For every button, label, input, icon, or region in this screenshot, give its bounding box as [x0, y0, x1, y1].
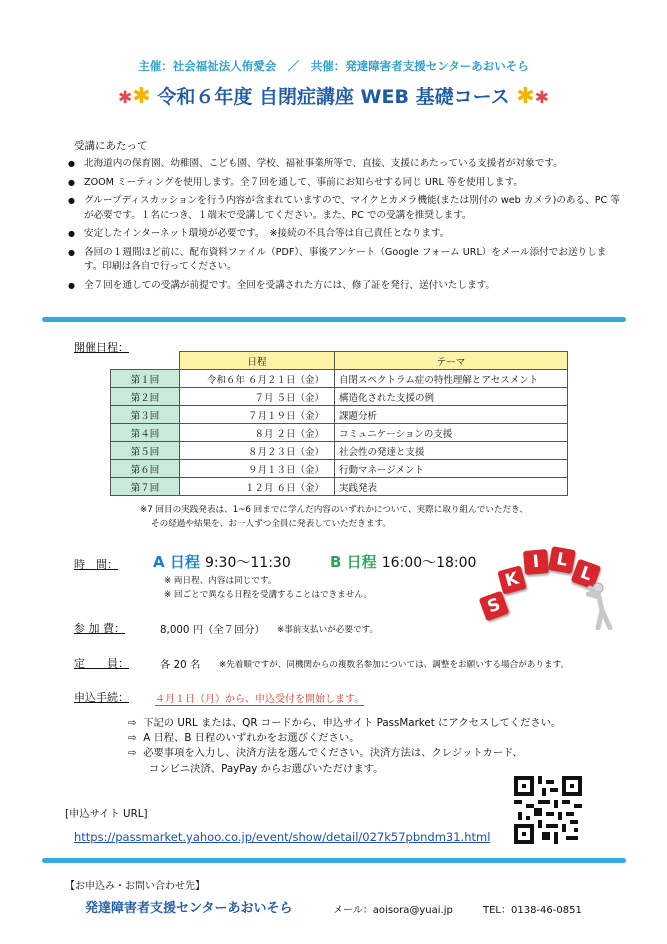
table-header-row	[111, 352, 568, 370]
session-theme: コミュニケーションの支援	[335, 424, 568, 442]
session-date: 令和６年 ６月２１日（金）	[180, 370, 335, 388]
time-note: ※ 回ごとで異なる日程を受講することはできません。	[164, 590, 373, 600]
capacity-label: 定 員：	[74, 657, 129, 670]
session-number: 第２回	[111, 388, 180, 406]
session-theme: 行動マネージメント	[335, 460, 568, 478]
table-row	[111, 406, 568, 424]
apply-start: ４月１日（月）から、申込受付を開始します。	[155, 690, 364, 706]
session-number: 第４回	[111, 424, 180, 442]
fee-label: 参 加 費：	[74, 622, 125, 635]
session-number: 第３回	[111, 406, 180, 424]
site-label: [申込サイト URL]	[65, 808, 148, 820]
contact-email[interactable]: メール：aoisora@yuai.jp	[333, 905, 453, 916]
list-item: ● ZOOM ミーティングを使用します。全７回を通して、事前にお知らせする同じ URL 等を使用します。	[64, 176, 624, 191]
schedule-note: その経過や結果を、お一人ずつ全員に発表していただきます。	[151, 519, 391, 529]
schedule-a-time: 9:30～11:30	[204, 555, 291, 571]
letter-card: L	[548, 546, 576, 574]
apply-label: 申込手続：	[74, 691, 129, 704]
session-number: 第１回	[111, 370, 180, 388]
session-number: 第６回	[111, 460, 180, 478]
table-row	[111, 460, 568, 478]
fee-note: ※事前支払いが必要です。	[277, 625, 379, 635]
session-theme: 課題分析	[335, 406, 568, 424]
table-row	[111, 442, 568, 460]
divider	[42, 317, 626, 322]
schedule-note: ※7 回目の実践発表は、1~6 回までに学んだ内容のいずれかについて、実際に取り組んでいただき、	[140, 505, 528, 515]
time-a	[153, 551, 291, 572]
session-theme: 実践発表	[335, 478, 568, 496]
session-theme: 構造化された支援の例	[335, 388, 568, 406]
qr-code-icon[interactable]	[514, 776, 582, 844]
table-row	[111, 388, 568, 406]
figure-icon	[586, 582, 622, 630]
arrow-icon: ⇨	[128, 747, 137, 759]
session-date: ７月 ５日（金）	[180, 388, 335, 406]
schedule-heading: 開催日程：	[74, 341, 129, 354]
letter-card: I	[523, 549, 549, 575]
skill-illustration	[478, 540, 628, 630]
apply-step-cont: コンビニ決済、PayPay からお選びいただけます。	[149, 763, 384, 775]
letter-card: K	[497, 565, 526, 594]
arrow-icon: ⇨	[128, 732, 137, 744]
title-text: 令和６年度 自閉症講座 WEB 基礎コース	[157, 86, 510, 108]
table-row	[111, 478, 568, 496]
column-header-theme: テーマ	[335, 352, 568, 370]
apply-step: ⇨ 下記の URL または、QR コードから、申込サイト PassMarket にアクセスしてください。	[128, 717, 562, 729]
list-item: ● 北海道内の保育園、幼稚園、こども園、学校、福祉事業所等で、直接、支援にあたっている支援者が対象です。	[64, 157, 624, 172]
asterisk-icon: ✱	[132, 84, 151, 109]
session-date: ８月２３日（金）	[180, 442, 335, 460]
table-row	[111, 370, 568, 388]
capacity-value: 各 20 名	[160, 659, 201, 671]
session-theme: 社会性の発達と支援	[335, 442, 568, 460]
asterisk-icon: ✱	[118, 88, 133, 108]
session-date: ９月１３日（金）	[180, 460, 335, 478]
list-item: ● 各回の１週間ほど前に、配布資料ファイル（PDF）、事後アンケート（Google フォーム URL）をメール添付でお送りします。印刷は各自で行ってください。	[64, 246, 624, 275]
notes-heading: 受講にあたって	[74, 140, 148, 152]
letter-card: L	[571, 559, 602, 590]
capacity-note: ※先着順ですが、同機関からの複数名参加については、調整をお願いする場合があります。	[219, 660, 570, 670]
time-label: 時 間：	[74, 558, 118, 571]
divider	[42, 858, 626, 863]
session-date: １２月 ６日（金）	[180, 478, 335, 496]
arrow-icon: ⇨	[128, 717, 137, 729]
list-item: ● 安定したインターネット環境が必要です。 ※接続の不具合等は自己責任となります。	[64, 227, 624, 242]
apply-step: ⇨ 必要事項を入力し、決済方法を選んでください。決済方法は、クレジットカード、	[128, 747, 523, 759]
session-date: ７月１９日（金）	[180, 406, 335, 424]
fee-value: 8,000 円（全７回分）	[160, 624, 265, 636]
schedule-table	[110, 351, 568, 496]
asterisk-icon: ✱	[516, 84, 535, 109]
asterisk-icon: ✱	[534, 88, 549, 108]
list-item: ● 全７回を通しての受講が前提です。全回を受講された方には、修了証を発行、送付いたします。	[64, 279, 624, 294]
contact-organization: 発達障害者支援センターあおいそら	[85, 901, 293, 916]
schedule-b-label: B 日程	[330, 553, 377, 571]
letter-card: S	[479, 591, 510, 622]
contact-label: 【お申込み・お問い合わせ先】	[65, 881, 205, 892]
session-theme: 自閉スペクトラム症の特性理解とアセスメント	[335, 370, 568, 388]
schedule-b-time: 16:00～18:00	[381, 555, 477, 571]
site-url-link[interactable]: https://passmarket.yahoo.co.jp/event/show/detail/027k57pbndm31.html	[74, 830, 491, 844]
time-b	[330, 551, 476, 572]
schedule-table-wrap	[110, 351, 568, 496]
table-row	[111, 424, 568, 442]
page-title	[0, 82, 667, 109]
time-note: ※ 両日程、内容は同じです。	[164, 576, 277, 586]
session-number: 第５回	[111, 442, 180, 460]
apply-step: ⇨ A 日程、B 日程のいずれかをお選びください。	[128, 732, 360, 744]
session-date: ８月 ２日（金）	[180, 424, 335, 442]
sponsor-line: 主催：社会福祉法人侑愛会 ／ 共催：発達障害者支援センターあおいそら	[138, 59, 529, 73]
list-item: ● グループディスカッションを行う内容が含まれていますので、マイクとカメラ機能(または別付の web カメラ)のある、PC 等が必要です。１名につき、１端末で受講してください。また、PC での受講を推奨します。	[64, 194, 624, 223]
schedule-a-label: A 日程	[153, 553, 200, 571]
session-number: 第７回	[111, 478, 180, 496]
column-header-date: 日程	[180, 352, 335, 370]
contact-phone[interactable]: TEL：0138-46-0851	[483, 905, 582, 916]
notes-list	[64, 157, 624, 293]
notes-list-wrap	[64, 157, 624, 297]
